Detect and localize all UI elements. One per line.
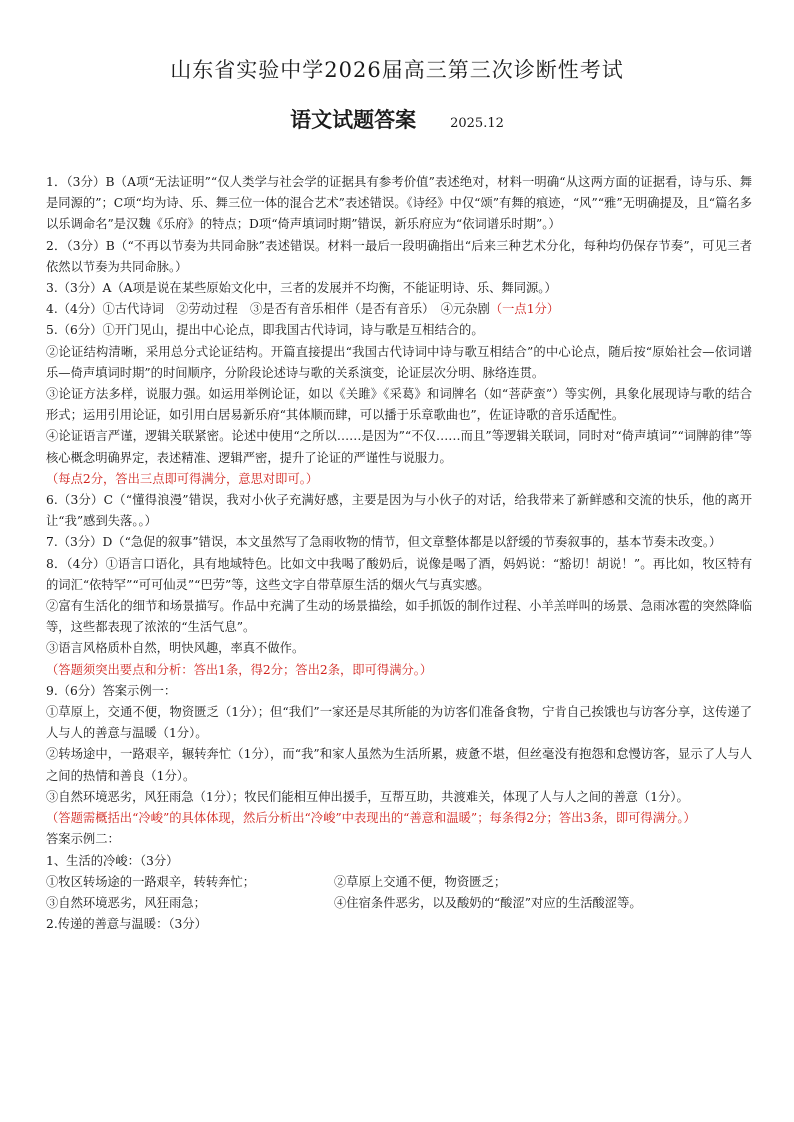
answer-q9-example2-row1	[46, 872, 752, 893]
answer-q5-point2: ②论证结构清晰，采用总分式论证结构。开篇直接提出“我国古代诗词中诗与歌互相结合”的中心论点，随后按“原始社会—依词谱乐—倚声填词时期”的时间顺序，分阶段论述诗与歌的关系演变，论证层次分明、脉络连贯。	[46, 344, 752, 380]
answer-q9-example2-heading: 答案示例二：	[46, 832, 120, 847]
answer-q9-example2-item3: ③自然环境恶劣，风狂雨急；	[46, 895, 206, 910]
answer-q9-scoring-note: （答题需概括出“冷峻”的具体体现，然后分析出“冷峻”中表现出的“善意和温暖”；每条得2分；答出3条，即可得满分。）	[46, 811, 696, 826]
answer-q9-example2-row2	[46, 893, 752, 914]
answer-q2: 2．（3分）B（“不再以节奏为共同命脉”表述错误。材料一最后一段明确指出“后来三种艺术分化，每种均仍保存节奏”，可见三者依然以节奏为共同命脉。）	[46, 238, 752, 274]
exam-title: 山东省实验中学2026届高三第三次诊断性考试	[170, 58, 624, 82]
answer-q6: 6.（3分）C（“懂得浪漫”错误，我对小伙子充满好感，主要是因为与小伙子的对话，给我带来了新鲜感和交流的快乐，他的离开让“我”感到失落。。）	[46, 493, 752, 529]
answer-q9-example2-item1: ①牧区转场途的一路艰辛，转转奔忙；	[46, 874, 256, 889]
answer-q8-scoring-note: （答题须突出要点和分析：答出1条，得2分；答出2条，即可得满分。）	[46, 662, 433, 677]
answer-q9-heading: 9.（6分）答案示例一：	[46, 683, 177, 698]
answer-q9-point3: ③自然环境恶劣，风狂雨急（1分）；牧民们能相互伸出援手，互帮互助，共渡难关，体现了人与人之间的善意（1分）。	[46, 789, 689, 804]
answer-q9-point2: ②转场途中，一路艰辛，辗转奔忙（1分），而“我”和家人虽然为生活所累，疲惫不堪，但丝毫没有抱怨和怠慢访客，显示了人与人之间的热情和善良（1分）。	[46, 747, 752, 783]
answer-heading: 语文试题答案	[290, 108, 417, 132]
answer-q5-point3: ③论证方法多样，说服力强。如运用举例论证，如以《关雎》《采葛》和词牌名（如“菩萨蛮”）等实例，具象化展现诗与歌的结合形式；运用引用论证，如引用白居易新乐府“其体顺而肆，可以播于乐章歌曲也”，佐证诗歌的音乐适配性。	[46, 387, 752, 423]
answer-q4	[46, 299, 752, 320]
answer-q8-point2: ②富有生活化的细节和场景描写。作品中充满了生动的场景描绘，如手抓饭的制作过程、小羊羔咩叫的场景、急雨冰雹的突然降临等，这些都表现了浓浓的“生活气息”。	[46, 599, 752, 635]
exam-date: 2025.12	[450, 116, 504, 131]
answer-content	[46, 172, 752, 935]
answer-q9-example2-section2: 2.传递的善意与温暖：（3分）	[46, 917, 207, 932]
answer-q4-text: 4.（4分）①古代诗词 ②劳动过程 ③是否有音乐相伴（是否有音乐） ④元杂剧	[46, 302, 490, 317]
answer-q1: 1．（3分）B（A项“无法证明”“仅人类学与社会学的证据具有参考价值”表述绝对，材料一明确“从这两方面的证据看，诗与乐、舞是同源的”；C项“均为诗、乐、舞三位一体的混合艺术”表述错误。《诗经》中仅“颂”有舞的痕迹，“风”“雅”无明确提及，且“篇名多以乐调命名”是汉魏《乐府》的特点；D项“倚声填词时期”错误，新乐府应为“依词谱乐时期”。）	[46, 175, 752, 232]
answer-q7: 7.（3分）D（“急促的叙事”错误，本文虽然写了急雨收物的情节，但文章整体都是以舒缓的节奏叙事的，基本节奏未改变。）	[46, 535, 722, 550]
answer-q5-scoring-note: （每点2分，答出三点即可得满分，意思对即可。）	[46, 471, 319, 486]
answer-q9-point1: ①草原上，交通不便，物资匮乏（1分）；但“我们”一家还是尽其所能的为访客们准备食物，宁肯自己挨饿也与访客分享，这传递了人与人的善意与温暖（1分）。	[46, 705, 752, 741]
answer-q3: 3.（3分）A（A项是说在某些原始文化中，三者的发展并不均衡，不能证明诗、乐、舞同源。）	[46, 281, 557, 296]
answer-q9-example2-item4: ④住宿条件恶劣，以及酸奶的“酸涩”对应的生活酸涩等。	[334, 895, 642, 910]
answer-q8-point1: 8．（4分）①语言口语化，具有地域特色。比如文中我喝了酸奶后，说像是喝了酒，妈妈说：“豁切！胡说！”。再比如，牧区特有的词汇“依特罕”“可可仙灵”“巴劳”等，这些文字自带草原生活的烟火气与真实感。	[46, 556, 752, 592]
answer-q5-point1: 5.（6分）①开门见山，提出中心论点，即我国古代诗词，诗与歌是互相结合的。	[46, 323, 484, 338]
answer-q5-point4: ④论证语言严谨，逻辑关联紧密。论述中使用“之所以……是因为”“不仅……而且”等逻辑关联词，同时对“倚声填词”“词牌韵律”等核心概念明确界定，表述精准、逻辑严密，提升了论证的严谨性与说服力。	[46, 429, 752, 465]
answer-subtitle-line	[0, 104, 794, 134]
answer-q9-example2-item2: ②草原上交通不便，物资匮乏；	[334, 874, 507, 889]
answer-q9-example2-section1: 1、生活的冷峻：（3分）	[46, 853, 179, 868]
answer-q8-point3: ③语言风格质朴自然，明快风趣，率真不做作。	[46, 641, 305, 656]
answer-q4-scoring-note: （一点1分）	[489, 302, 560, 317]
